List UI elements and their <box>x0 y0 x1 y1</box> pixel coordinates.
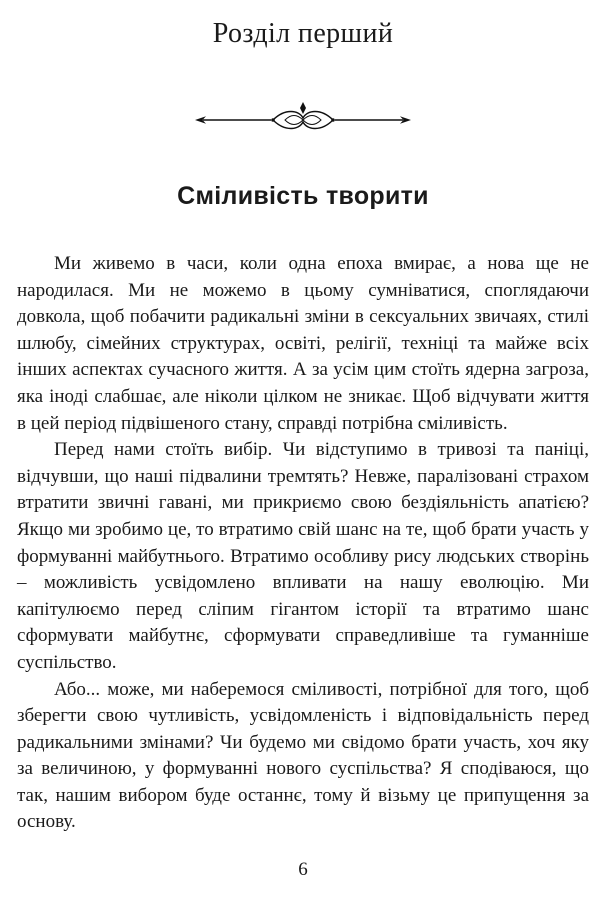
page-number: 6 <box>298 859 308 880</box>
section-title: Сміливість творити <box>177 182 429 210</box>
body-text <box>17 251 589 836</box>
chapter-title: Розділ перший <box>212 18 394 49</box>
paragraph-1: Ми живемо в часи, коли одна епоха вмирає, а нова ще не народилася. Ми не можемо в цьому сумніватися, споглядаючи довкола, щоб побачити радикальні зміни в сексуальних звичаях, стилі шлюбу, сімейних структурах, освіті, релігії, техніці та майже всіх інших аспектах сучасного життя. А за усім цим стоїть ядерна загроза, яка іноді слабшає, але ніколи цілком не зникає. Щоб відчувати життя в цей період підвішеного стану, справді потрібна сміливість. <box>17 253 589 434</box>
flourish-divider-icon <box>193 100 413 136</box>
paragraph-3: Або... може, ми наберемося сміливості, потрібної для того, щоб зберегти свою чутливість, усвідомленість і відповідальність перед радикальними змінами? Чи будемо ми свідомо брати участь, хоч яку за величиною, у формуванні нового суспільства? Я сподіваюся, що так, нашим вибором буде останнє, тому й візьму це припущення за основу. <box>17 678 589 833</box>
chapter-divider <box>0 100 606 136</box>
paragraph-2: Перед нами стоїть вибір. Чи відступимо в тривозі та паніці, відчувши, що наші підвалини тремтять? Невже, паралізовані страхом втратити звичні гавані, ми прикриємо свою бездіяльність апатією? Якщо ми зробимо це, то втратимо свій шанс на те, щоб брати участь у формуванні майбутнього. Втратимо особливу рису людських створінь – можливість усвідомлено впливати на нашу еволюцію. Ми капітулюємо перед сліпим гігантом історії та втратимо шанс сформувати майбутнє, сформувати справедливіше та гуманніше суспільство. <box>17 439 589 673</box>
